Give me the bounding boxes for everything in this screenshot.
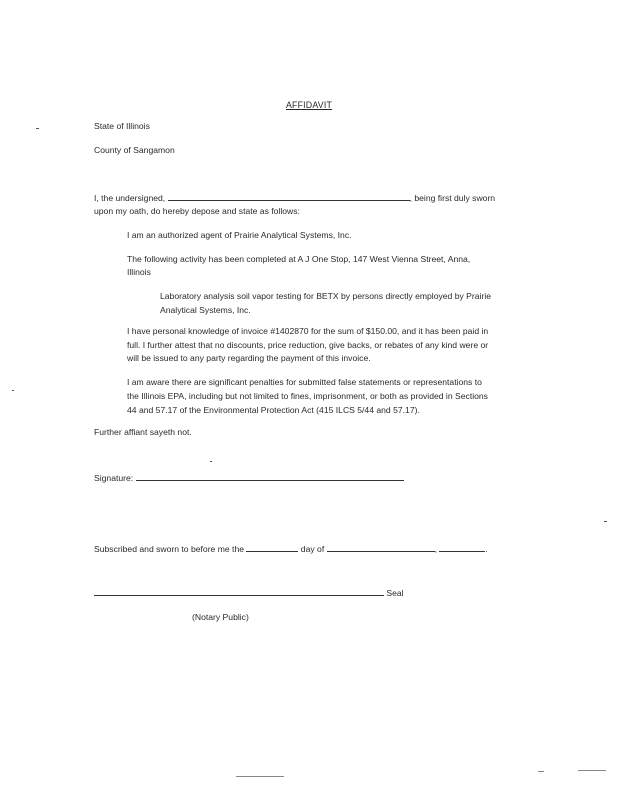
signature-blank[interactable] [136, 472, 404, 481]
seal-label: Seal [386, 588, 404, 598]
document-title: AFFIDAVIT [285, 100, 333, 110]
notary-public-label: (Notary Public) [192, 612, 249, 622]
penalty-line-3: 44 and 57.17 of the Environmental Protection Act (415 ILCS 5/44 and 57.17). [127, 405, 420, 415]
subscribed-row [94, 543, 488, 554]
affiant-name-blank[interactable] [168, 192, 410, 201]
notary-signature-blank[interactable] [94, 587, 384, 596]
further-affiant: Further affiant sayeth not. [94, 427, 192, 437]
scan-speck [210, 461, 212, 462]
scan-speck [12, 390, 14, 391]
signature-label: Signature: [94, 473, 134, 483]
subscribed-lead: Subscribed and sworn to before me the [94, 544, 245, 554]
scan-speck [36, 128, 39, 129]
knowledge-line-1: I have personal knowledge of invoice #1402870 for the sum of $150.00, and it has been paid in [127, 326, 489, 336]
year-blank[interactable] [439, 543, 488, 554]
penalty-line-1: I am aware there are significant penalties for submitted false statements or representations to [127, 377, 482, 387]
activity-line-1: The following activity has been completed at A J One Stop, 147 West Vienna Street, Anna, [127, 254, 471, 264]
subscribed-end: . [485, 544, 488, 554]
month-blank[interactable] [327, 543, 435, 552]
signature-row [94, 472, 404, 483]
knowledge-line-2: full. I further attest that no discounts, price reduction, give backs, or rebates of any kind were or [127, 340, 489, 350]
intro-line-1 [94, 192, 495, 203]
state-line: State of Illinois [94, 121, 150, 131]
scan-speck [538, 771, 544, 772]
intro-tail: , being first duly sworn [409, 193, 496, 203]
penalty-line-2: the Illinois EPA, including but not limited to fines, imprisonment, or both as provided in Sections [127, 391, 488, 401]
intro-line-2: upon my oath, do hereby depose and state as follows: [94, 206, 300, 216]
knowledge-line-3: will be issued to any party regarding the payment of this invoice. [127, 353, 371, 363]
scan-speck [578, 770, 606, 771]
scan-speck [236, 776, 284, 777]
subscribed-day-label: day of [300, 544, 325, 554]
lab-line-1: Laboratory analysis soil vapor testing for BETX by persons directly employed by Prairie [160, 291, 492, 301]
day-blank[interactable] [246, 543, 298, 552]
county-line: County of Sangamon [94, 145, 175, 155]
seal-row [94, 587, 404, 598]
scan-speck [604, 521, 607, 522]
subscribed-comma: , [434, 544, 437, 554]
intro-lead: I, the undersigned, [94, 193, 166, 203]
agent-statement: I am an authorized agent of Prairie Analytical Systems, Inc. [127, 230, 352, 240]
activity-line-2: Illinois [127, 267, 151, 277]
lab-line-2: Analytical Systems, Inc. [160, 305, 251, 315]
